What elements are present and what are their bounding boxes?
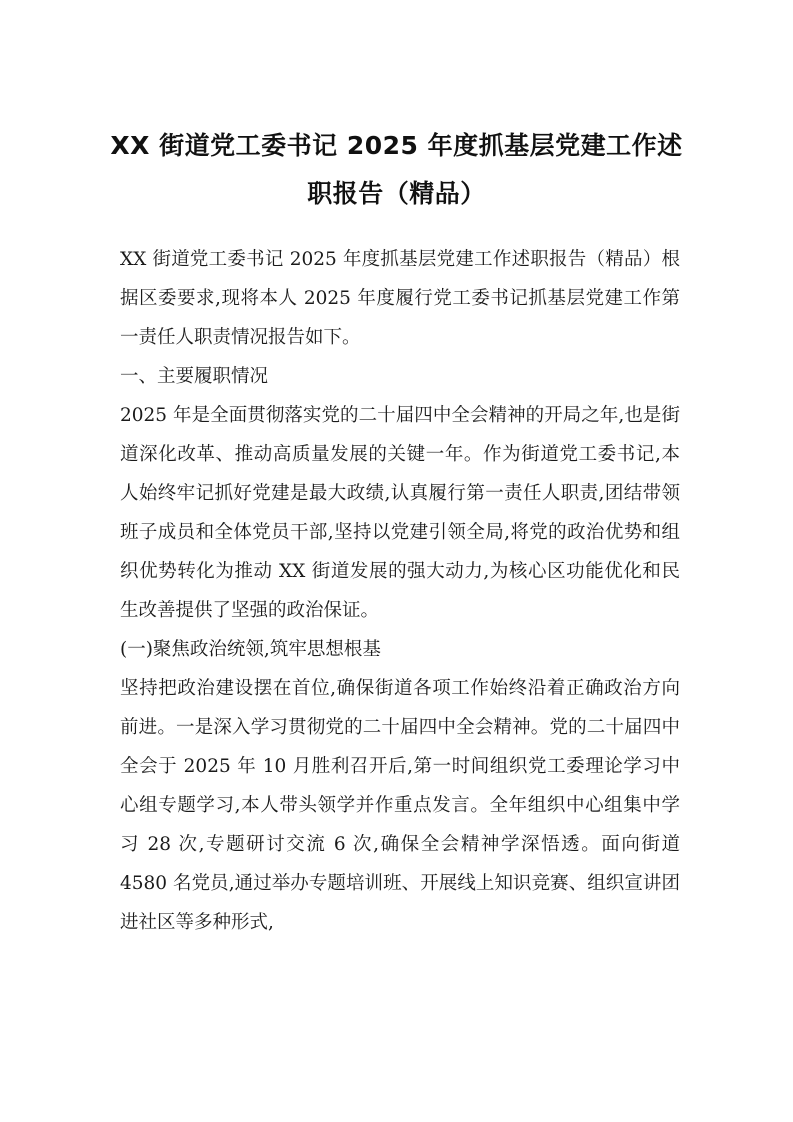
document-title: XX 街道党工委书记 2025 年度抓基层党建工作述职报告（精品） <box>110 131 683 208</box>
intro-paragraph: XX 街道党工委书记 2025 年度抓基层党建工作述职报告（精品）根据区委要求,现将本人 2025 年度履行党工委书记抓基层党建工作第一责任人职责情况报告如下。 <box>120 249 680 348</box>
subsection-heading-1: (一)聚焦政治统领,筑牢思想根基 <box>120 639 381 660</box>
document-body <box>120 240 680 942</box>
section-heading-1: 一、主要履职情况 <box>120 366 269 387</box>
political-paragraph: 坚持把政治建设摆在首位,确保街道各项工作始终沿着正确政治方向前进。一是深入学习贯彻党的二十届四中全会精神。党的二十届四中全会于 2025 年 10 月胜利召开后,第一时间组织党工委理论学习中心组专题学习,本人带头领学并作重点发言。全年组织中心组集中学习 28 次,专题研讨交流 6 次,确保全会精神学深悟透。面向街道 4580 名党员,通过举办专题培训班、开展线上知识竞赛、组织宣讲团进社区等多种形式, <box>120 678 680 933</box>
overview-paragraph: 2025 年是全面贯彻落实党的二十届四中全会精神的开局之年,也是街道深化改革、推动高质量发展的关键一年。作为街道党工委书记,本人始终牢记抓好党建是最大政绩,认真履行第一责任人职责,团结带领班子成员和全体党员干部,坚持以党建引领全局,将党的政治优势和组织优势转化为推动 XX 街道发展的强大动力,为核心区功能优化和民生改善提供了坚强的政治保证。 <box>120 405 680 621</box>
